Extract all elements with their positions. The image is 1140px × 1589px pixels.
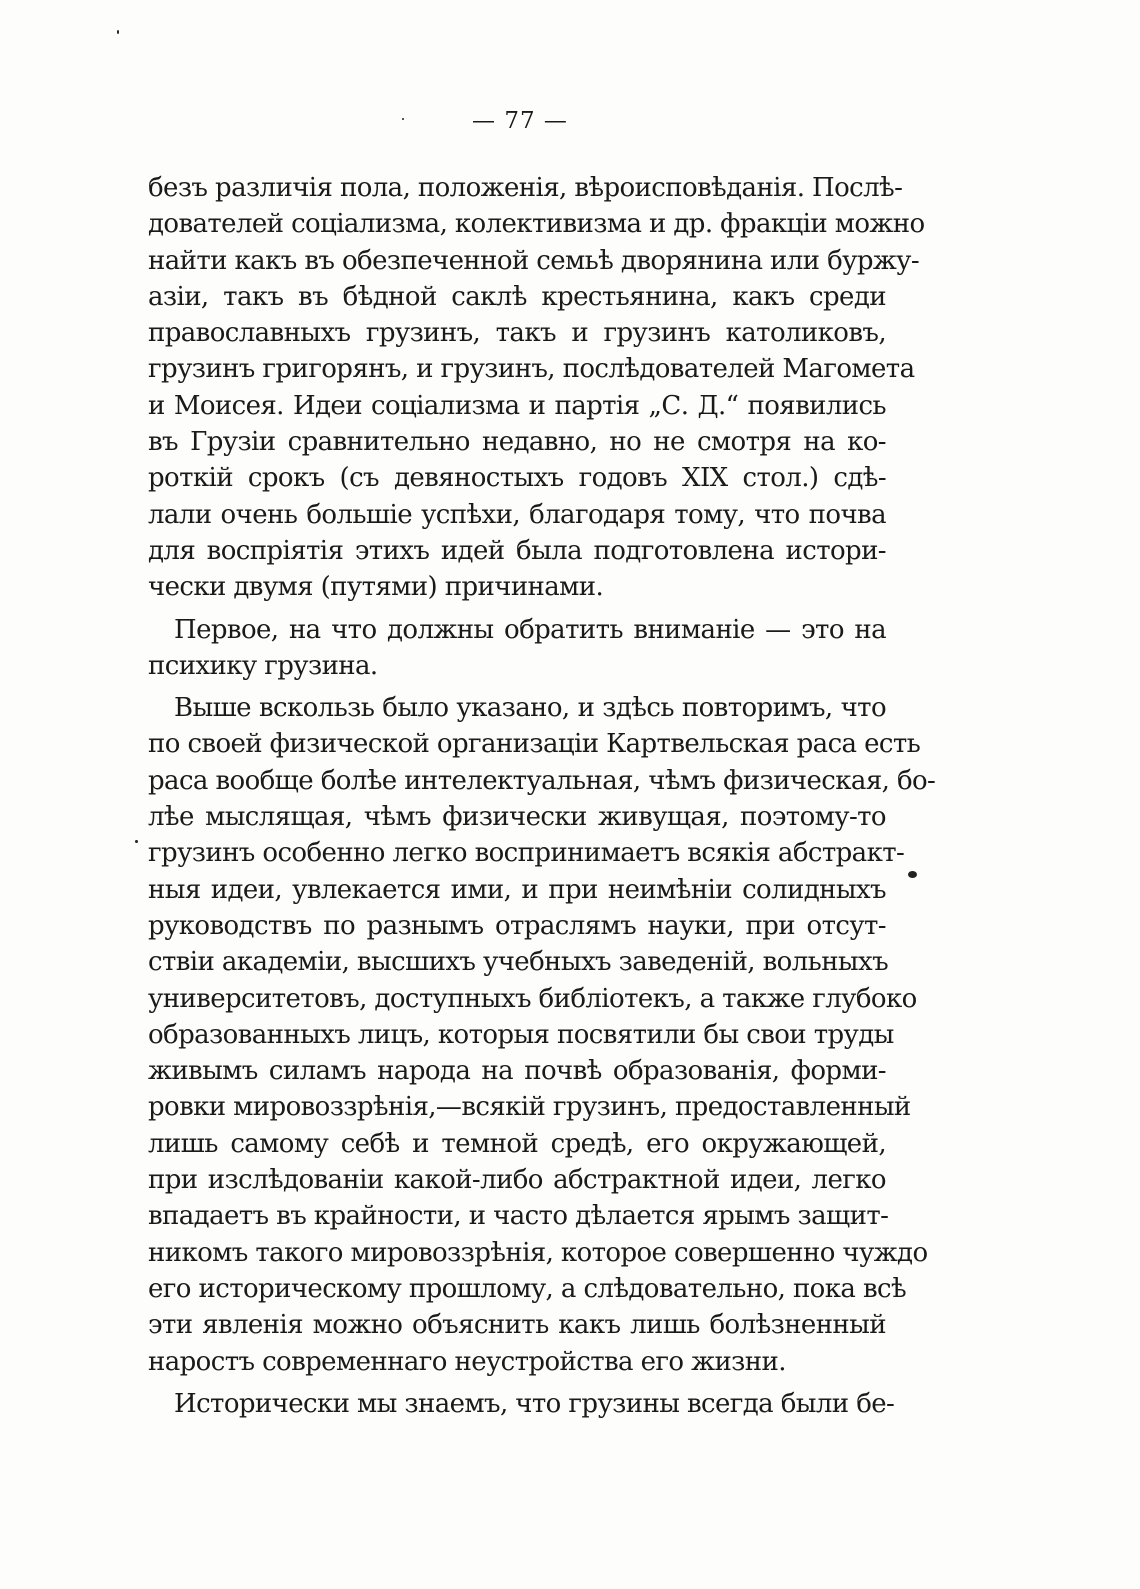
body-text: [148, 170, 936, 1428]
text-line: Первое, на что должны обратить вниманіе — это на: [174, 614, 886, 645]
text-line: живымъ силамъ народа на почвѣ образованія, форми-: [148, 1056, 886, 1087]
text-line: Исторически мы знаемъ, что грузины всегда были бе-: [174, 1388, 895, 1419]
text-line: безъ различія пола, положенія, вѣроисповѣданія. Послѣ-: [148, 173, 903, 203]
ink-speck: [135, 840, 138, 843]
text-line: ствіи академіи, высшихъ учебныхъ заведеній, вольныхъ: [148, 947, 889, 978]
text-line: образованныхъ лицъ, которыя посвятили бы свои труды: [148, 1019, 894, 1050]
text-line: лишь самому себѣ и темной средѣ, его окружающей,: [148, 1128, 886, 1159]
text-line: его историческому прошлому, а слѣдовательно, пока всѣ: [148, 1273, 907, 1304]
text-line: Выше вскользь было указано, и здѣсь повторимъ, что: [174, 693, 886, 724]
page-number: — 77 —: [472, 108, 568, 134]
text-line: психику грузина.: [148, 650, 378, 681]
paragraph: [148, 690, 936, 1380]
text-line: лали очень большіе успѣхи, благодаря тому, что почва: [148, 499, 886, 530]
text-line: ровки мировоззрѣнія,—всякій грузинъ, предоставленный: [148, 1092, 911, 1123]
text-line: найти какъ въ обезпеченной семьѣ дворянина или буржу-: [148, 245, 920, 276]
text-line: азіи, такъ въ бѣдной саклѣ крестьянина, какъ среди: [148, 281, 886, 312]
text-line: по своей физической организаціи Картвельская раса есть: [148, 729, 921, 760]
text-line: православныхъ грузинъ, такъ и грузинъ католиковъ,: [148, 318, 886, 349]
text-line: впадаетъ въ крайности, и часто дѣлается ярымъ защит-: [148, 1201, 889, 1232]
text-line: раса вообще болѣе интелектуальная, чѣмъ физическая, бо-: [148, 765, 936, 796]
text-line: при изслѣдованіи какой-либо абстрактной идеи, легко: [148, 1165, 886, 1196]
ink-speck: [402, 118, 404, 120]
text-line: чески двумя (путями) причинами.: [148, 572, 604, 603]
ink-speck: [117, 30, 119, 34]
text-line: и Моисея. Идеи соціализма и партія „С. Д.“ появились: [148, 390, 886, 421]
text-line: никомъ такого мировоззрѣнія, которое совершенно чуждо: [148, 1237, 928, 1268]
text-line: въ Грузіи сравнительно недавно, но не смотря на ко-: [148, 427, 886, 458]
paragraph: [148, 1386, 895, 1422]
text-line: наростъ современнаго неустройства его жизни.: [148, 1346, 786, 1377]
text-line: университетовъ, доступныхъ библіотекъ, а также глубоко: [148, 983, 917, 1014]
text-line: для воспріятія этихъ идей была подготовлена истори-: [148, 535, 886, 566]
text-line: ныя идеи, увлекается ими, и при неимѣніи солидныхъ: [148, 874, 886, 905]
paragraph: [148, 612, 886, 685]
text-line: грузинъ григорянъ, и грузинъ, послѣдователей Магомета: [148, 354, 915, 385]
text-line: дователей соціализма, колективизма и др. фракціи можно: [148, 209, 925, 240]
text-line: руководствъ по разнымъ отраслямъ науки, при отсут-: [148, 910, 886, 941]
paragraph: [148, 170, 925, 606]
ink-speck: [908, 871, 917, 878]
text-line: лѣе мыслящая, чѣмъ физически живущая, поэтому-то: [148, 802, 886, 833]
text-line: роткій срокъ (съ девяностыхъ годовъ XIX стол.) сдѣ-: [148, 463, 886, 494]
text-line: эти явленія можно объяснить какъ лишь болѣзненный: [148, 1310, 886, 1341]
text-line: грузинъ особенно легко воспринимаетъ всякія абстракт-: [148, 838, 905, 869]
